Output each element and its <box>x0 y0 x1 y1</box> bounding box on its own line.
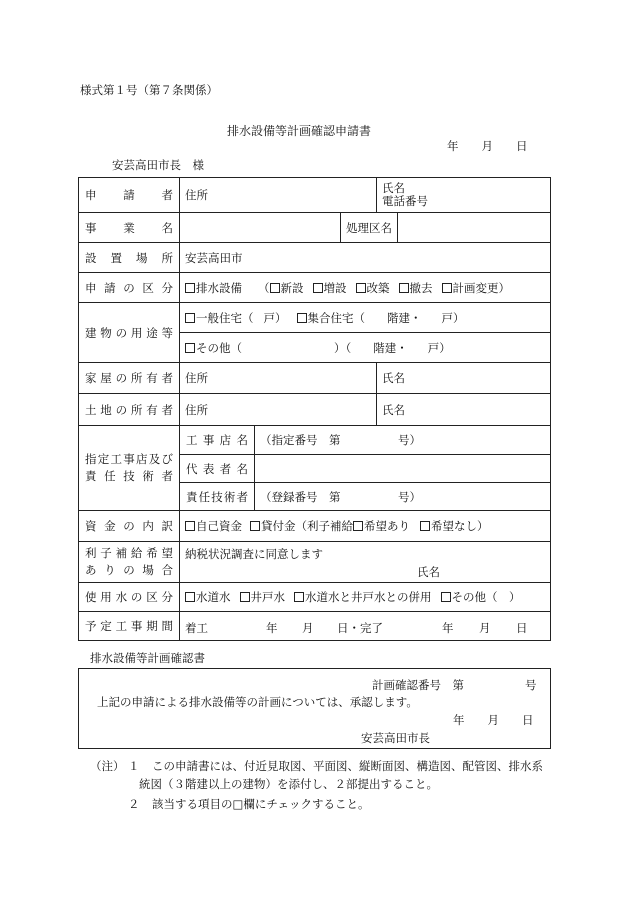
schedule-start: 着工 <box>185 621 208 635</box>
option-tap-water: 水道水 <box>196 590 231 604</box>
chief-engineer-field[interactable] <box>254 482 551 511</box>
checkbox-other-use[interactable] <box>185 343 195 353</box>
confirmation-box <box>78 668 551 749</box>
subsidy-label <box>78 541 180 583</box>
checkbox-own-funds[interactable] <box>185 521 195 531</box>
schedule-start-day: 日・完了 <box>337 621 383 635</box>
applicant-name-field[interactable] <box>376 177 551 213</box>
applicant-label: 申 請 者 <box>78 177 180 213</box>
confirmation-date: 年 月 日 <box>453 713 534 727</box>
checkbox-other-water[interactable] <box>441 592 451 602</box>
schedule-end-day: 日 <box>516 621 528 635</box>
option-subsidy-yes: 希望あり <box>364 519 410 533</box>
house-owner-address-field[interactable] <box>179 362 377 394</box>
building-use-label: 建 物 の 用 途 等 <box>78 302 180 363</box>
tax-consent-text: 納税状況調査に同意します <box>185 547 323 561</box>
option-other-use: その他（ <box>196 340 242 355</box>
detached-unit: 戸） <box>263 310 287 325</box>
application-date: 年 月 日 <box>447 139 528 153</box>
applicant-address-label: 住所 <box>185 188 208 202</box>
representative-label: 代 表 者 名 <box>179 454 255 483</box>
checkbox-drainage[interactable] <box>185 283 195 293</box>
checkbox-renovation[interactable] <box>356 283 366 293</box>
subsidy-label-line2: あ り の 場 合 <box>85 563 173 577</box>
applicant-name-label: 氏名 <box>382 181 405 195</box>
note-1-number: １ <box>128 759 140 773</box>
designation-number: （指定番号 第 号） <box>260 433 421 447</box>
other-use-mid: ）（ <box>334 340 352 355</box>
checkbox-well-water[interactable] <box>240 592 250 602</box>
location-field[interactable] <box>179 242 551 273</box>
district-field[interactable] <box>397 212 551 243</box>
confirmation-heading: 排水設備等計画確認書 <box>90 651 205 665</box>
checkbox-subsidy-no[interactable] <box>420 521 430 531</box>
option-drainage: 排水設備 <box>196 280 242 295</box>
land-owner-name-field[interactable] <box>376 393 551 426</box>
page-title: 排水設備等計画確認申請書 <box>227 124 372 138</box>
note-1-line2: 統図（３階建以上の建物）を添付し、２部提出すること。 <box>139 777 438 791</box>
schedule-start-year: 年 <box>266 621 278 635</box>
location-label: 設 置 場 所 <box>78 242 180 273</box>
category-close-paren: ） <box>498 280 510 295</box>
schedule-end-month: 月 <box>479 621 491 635</box>
house-owner-name-label: 氏名 <box>382 371 405 385</box>
applicant-phone-label: 電話番号 <box>382 194 428 208</box>
option-subsidy-no: 希望なし） <box>431 519 489 533</box>
house-owner-address-label: 住所 <box>185 371 208 385</box>
building-use-line1 <box>179 302 551 333</box>
addressee: 安芸高田市長 様 <box>112 158 204 172</box>
checkbox-loan[interactable] <box>250 521 260 531</box>
option-plan-change: 計画変更 <box>452 280 499 295</box>
water-label: 使 用 水 の 区 分 <box>78 582 180 612</box>
subsidy-field[interactable] <box>179 541 551 583</box>
checkbox-subsidy-yes[interactable] <box>353 521 363 531</box>
chief-engineer-label: 責 任 技 術 者 <box>179 482 255 511</box>
form-number: 様式第１号（第７条関係） <box>80 83 218 97</box>
note-1-line1: この申請書には、付近見取図、平面図、縦断面図、構造図、配管図、排水系 <box>152 759 543 773</box>
house-owner-name-field[interactable] <box>376 362 551 394</box>
confirmation-signer: 安芸高田市長 <box>361 731 430 745</box>
other-floors: 階建・ <box>373 340 408 355</box>
option-detached-house: 一般住宅（ <box>196 310 254 325</box>
apartment-floors: 階建・ <box>387 310 422 325</box>
checkbox-removal[interactable] <box>399 283 409 293</box>
checkbox-plan-change[interactable] <box>442 283 452 293</box>
contractor-label-line2: 責 任 技 術 者 <box>85 469 173 483</box>
option-apartment: 集合住宅（ <box>307 310 365 325</box>
schedule-field[interactable] <box>179 611 551 641</box>
option-well-water: 井戸水 <box>250 590 285 604</box>
option-renovation: 改築 <box>366 280 390 295</box>
checkbox-tap-water[interactable] <box>185 592 195 602</box>
registration-number: （登録番号 第 号） <box>260 489 421 504</box>
schedule-start-month: 月 <box>302 621 314 635</box>
subsidy-name-label: 氏名 <box>417 565 440 579</box>
business-name-field[interactable] <box>179 212 341 243</box>
category-options <box>179 272 551 303</box>
shop-name-label: 工 事 店 名 <box>179 425 255 455</box>
note-2-text: 該当する項目の□欄にチェックすること。 <box>152 797 370 811</box>
land-owner-label: 土 地 の 所 有 者 <box>78 393 180 426</box>
checkbox-extension[interactable] <box>313 283 323 293</box>
land-owner-address-label: 住所 <box>185 402 208 417</box>
schedule-label: 予 定 工 事 期 間 <box>78 611 180 641</box>
option-extension: 増設 <box>323 280 347 295</box>
shop-name-field[interactable] <box>254 425 551 455</box>
category-label: 申 請 の 区 分 <box>78 272 180 303</box>
contractor-label <box>78 425 180 511</box>
apartment-units: 戸） <box>441 310 465 325</box>
funding-options <box>179 510 551 542</box>
option-own-funds: 自己資金 <box>196 519 242 533</box>
land-owner-name-label: 氏名 <box>382 402 405 417</box>
water-options <box>179 582 551 612</box>
option-other-water: その他（ ） <box>451 590 521 604</box>
category-open-paren: （ <box>258 280 270 295</box>
confirmation-text: 上記の申請による排水設備等の計画については、承認します。 <box>97 695 418 709</box>
applicant-address-field[interactable] <box>179 177 377 213</box>
funding-label: 資 金 の 内 訳 <box>78 510 180 542</box>
notes-prefix: （注） <box>90 759 125 773</box>
house-owner-label: 家 屋 の 所 有 者 <box>78 362 180 394</box>
checkbox-new[interactable] <box>270 283 280 293</box>
confirmation-number-label: 計画確認番号 第 <box>372 678 464 692</box>
option-new: 新設 <box>280 280 304 295</box>
district-label: 処理区名 <box>340 212 398 243</box>
option-loan: 貸付金（利子補給 <box>261 519 353 533</box>
location-value: 安芸高田市 <box>185 250 243 265</box>
note-2-number: ２ <box>128 797 140 811</box>
confirmation-number-suffix: 号 <box>525 678 537 692</box>
building-use-line2 <box>179 332 551 363</box>
subsidy-label-line1: 利 子 補 給 希 望 <box>85 546 173 560</box>
option-removal: 撤去 <box>409 280 433 295</box>
land-owner-address-field[interactable] <box>179 393 377 426</box>
business-name-label: 事 業 名 <box>78 212 180 243</box>
contractor-label-line1: 指 定 工 事 店 及 び <box>85 452 173 466</box>
other-units: 戸） <box>427 340 451 355</box>
checkbox-apartment[interactable] <box>297 313 307 323</box>
representative-field[interactable] <box>254 454 551 483</box>
checkbox-detached-house[interactable] <box>185 313 195 323</box>
checkbox-combined-water[interactable] <box>294 592 304 602</box>
schedule-end-year: 年 <box>442 621 454 635</box>
option-combined-water: 水道水と井戸水との併用 <box>305 590 432 604</box>
